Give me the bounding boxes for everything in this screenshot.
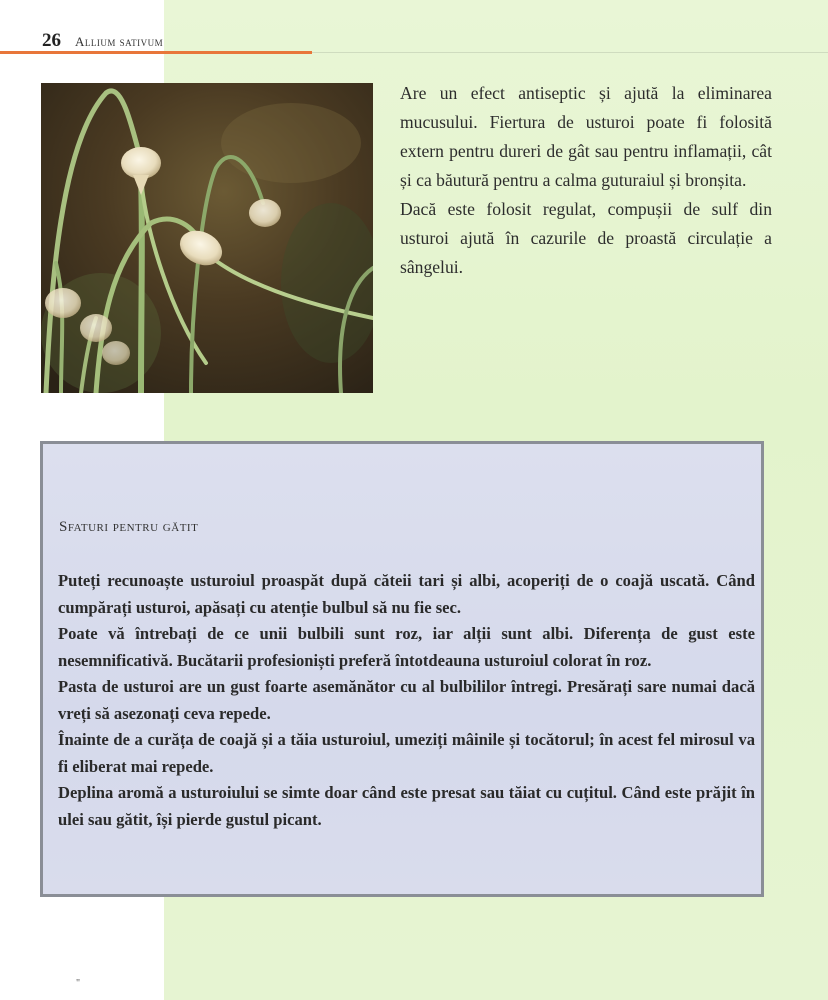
intro-paragraph: Dacă este folosit regulat, compușii de sulf din usturoi ajută în cazurile de proastă circulație a sângelui. (400, 199, 772, 277)
tip-paragraph: Pasta de usturoi are un gust foarte asemănător cu al bulbililor întregi. Presărați sare numai dacă vreți să asezonați ceva repede. (58, 677, 755, 723)
intro-text (400, 79, 772, 282)
running-title: Allium sativum (75, 34, 164, 49)
tip-paragraph: Înainte de a curăța de coajă și a tăia usturoiul, umeziți mâinile și tocătorul; în acest fel mirosul va fi eliberat mai repede. (58, 730, 755, 776)
header-accent-rule (0, 51, 312, 54)
tip-paragraph: Puteți recunoaște usturoiul proaspăt după căteii tari și albi, acoperiți de o coajă uscată. Când cumpărați usturoi, apăsați cu atenție bulbul să nu fie sec. (58, 571, 755, 617)
tip-paragraph: Deplina aromă a usturoiului se simte doar când este presat sau tăiat cu cuțitul. Când este prăjit în ulei sau gătit, își pierde gustul picant. (58, 783, 755, 829)
footer-mark: " (76, 978, 81, 989)
garlic-scapes-photo (41, 83, 373, 393)
intro-paragraph: Are un efect antiseptic și ajută la eliminarea mucusului. Fiertura de usturoi poate fi folosită extern pentru dureri de gât sau pentru inflamații, cât și ca băutură pentru a calma guturaiul și bronșita. (400, 83, 772, 190)
page-header (42, 30, 163, 50)
tip-paragraph: Poate vă întrebați de ce unii bulbili sunt roz, iar alții sunt albi. Diferența de gust este nesemnificativă. Bucătarii profesioniști preferă întotdeauna usturoiul colorat în roz. (58, 624, 755, 670)
page-number: 26 (42, 30, 61, 51)
tips-title: Sfaturi pentru gătit (59, 519, 199, 535)
cooking-tips-box (40, 441, 764, 897)
tips-body (58, 568, 755, 833)
header-thin-rule (312, 52, 828, 53)
